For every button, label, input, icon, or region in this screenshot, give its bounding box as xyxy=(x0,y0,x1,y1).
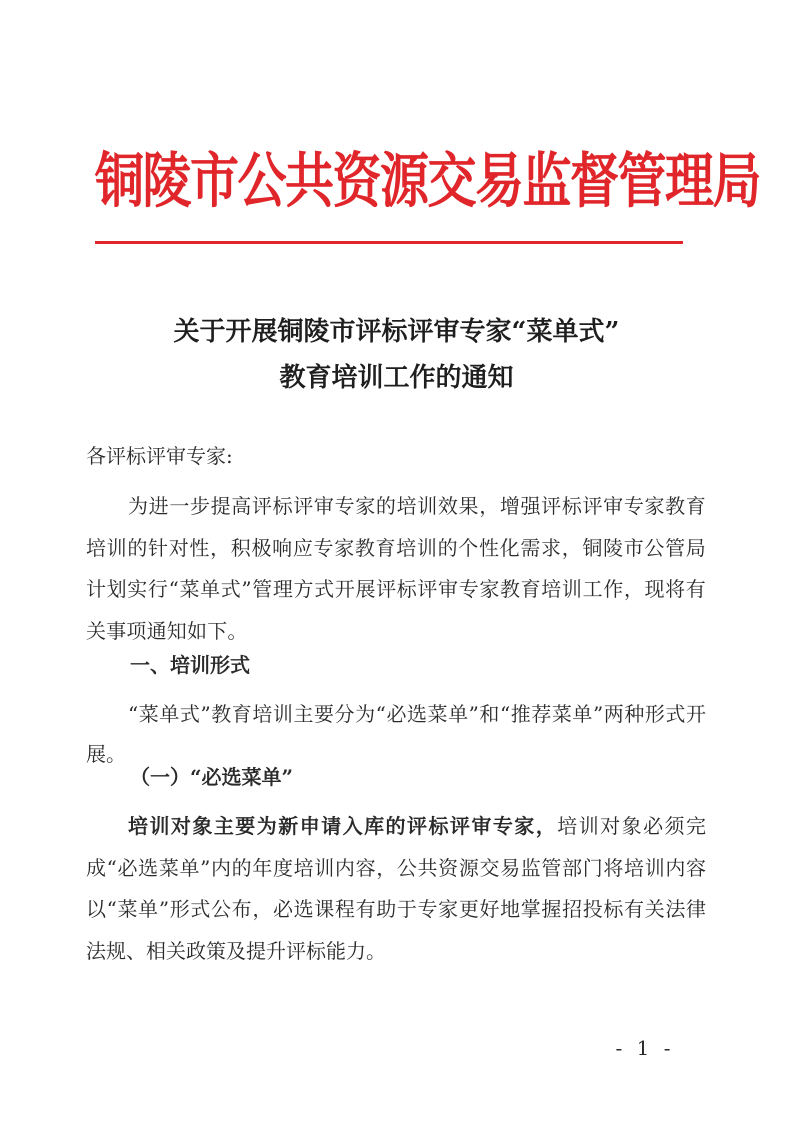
salutation: 各评标评审专家: xyxy=(86,444,233,468)
subsection-1-emphasis: 培训对象主要为新申请入库的评标评审专家， xyxy=(128,814,558,838)
intro-paragraph: 为进一步提高评标评审专家的培训效果，增强评标评审专家教育培训的针对性，积极响应专家教育培训的个性化需求，铜陵市公管局计划实行“菜单式”管理方式开展评标评审专家教育培训工作，现将有关事项通知如下。 xyxy=(86,494,706,643)
subsection-1-body: 培训对象必须完成“必选菜单”内的年度培训内容，公共资源交易监管部门将培训内容以“菜单”形式公布，必选课程有助于专家更好地掌握招投标有关法律法规、相关政策及提升评标能力。 xyxy=(86,814,707,963)
document-title-line-1: 关于开展铜陵市评标评审专家“菜单式” xyxy=(173,317,620,347)
section-1-paragraph: “菜单式”教育培训主要分为“必选菜单”和“推荐菜单”两种形式开展。 xyxy=(86,702,706,766)
page-number: - 1 - xyxy=(615,1036,675,1060)
subsection-1-heading: （一）“必选菜单” xyxy=(130,765,294,789)
letterhead-red-rule xyxy=(95,241,683,244)
document-title-line-2: 教育培训工作的通知 xyxy=(279,363,514,393)
letterhead-org-name: 铜陵市公共资源交易监督管理局 xyxy=(95,146,761,217)
section-1-heading: 一、培训形式 xyxy=(130,653,250,677)
subsection-1-paragraph xyxy=(86,806,706,972)
